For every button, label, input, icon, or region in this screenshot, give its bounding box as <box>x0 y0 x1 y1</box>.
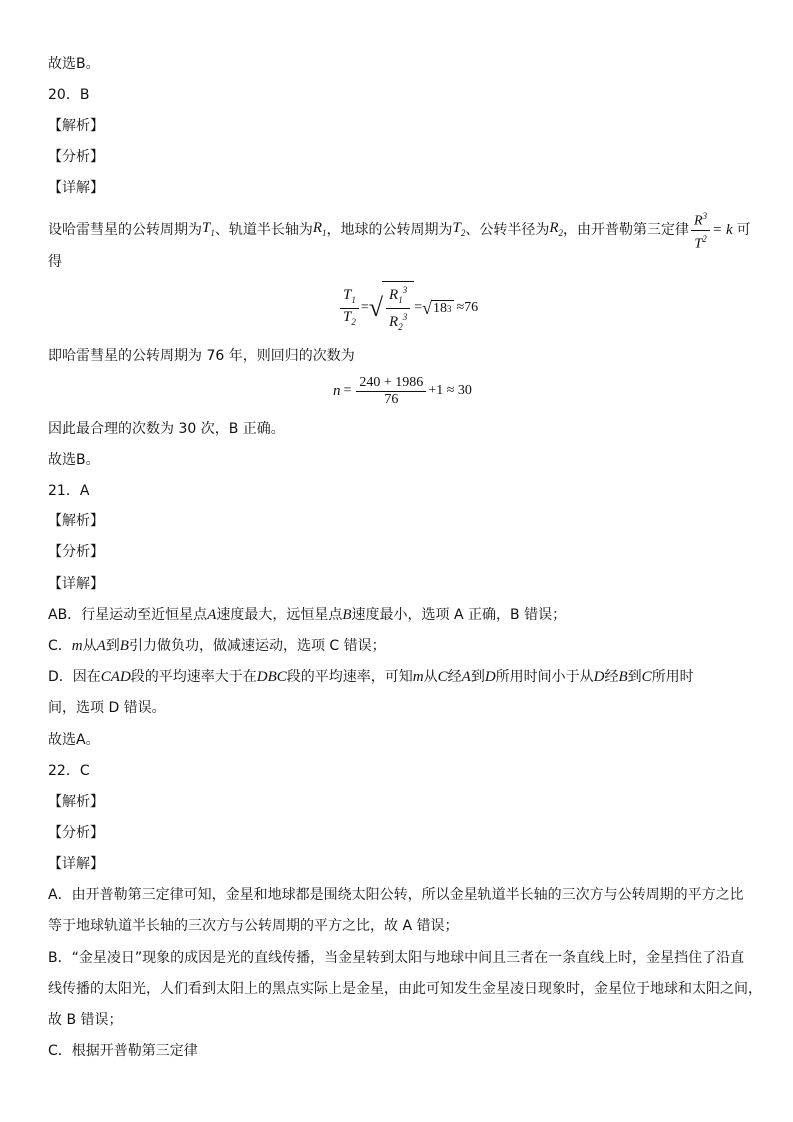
q21-xiangjie-heading: 【详解】 <box>48 576 104 592</box>
q20-setup-text-1: 设哈雷彗星的公转周期为 <box>48 222 202 239</box>
q20-conclusion: 故选B。 <box>48 452 100 468</box>
radius-ratio-radical: √ $\frac{R_1^3}{R_2^3}$ <box>369 281 414 335</box>
q21-option-ab: AB．行星运动至近恒星点A速度最大，远恒星点B速度最小，选项 A 正确，B 错误； <box>48 607 567 623</box>
q22-option-b-line-2: 线传播的太阳光，人们看到太阳上的黑点实际上是金星，由此可知发生金星凌日现象时，金星位于地球和太阳之间， <box>48 981 762 997</box>
q20-setup-text-4: 、公转半径为 <box>465 222 550 239</box>
q21-option-c: C．m从A到B引力做负功，做减速运动，选项 C 错误； <box>48 638 386 654</box>
q21-answer: 21．A <box>48 483 90 499</box>
kepler-law-fraction: $\frac{R^3}{T^2}$ <box>691 208 710 252</box>
equals-sign-2: = <box>414 300 423 315</box>
q21-option-d-continuation: 间，选项 D 错误。 <box>48 700 166 716</box>
return-count-fraction: $\frac{240 + 1986}{76}$ <box>356 375 426 408</box>
q20-jiexi-heading: 【解析】 <box>48 118 104 134</box>
return-count-formula: n = $\frac{240 + 1986}{76}$ +1 ≈ 30 <box>333 374 472 407</box>
q22-fenxi-heading: 【分析】 <box>48 825 104 841</box>
equals-sign: = <box>360 300 369 315</box>
q21-fenxi-heading: 【分析】 <box>48 544 104 560</box>
symbol-r2: $R_2$ <box>549 219 564 238</box>
q20-setup-line <box>48 208 751 252</box>
q20-setup-text-3: ，地球的公转周期为 <box>326 222 453 239</box>
kepler-law-rhs: = k <box>712 222 733 239</box>
symbol-t1: $T_1$ <box>202 219 215 238</box>
q22-option-b-line-1: B．“金星凌日”现象的成因是光的直线传播，当金星转到太阳与地球中间且三者在一条直线上时，金星挡住了沿直 <box>48 950 745 966</box>
period-ratio-formula <box>338 286 478 330</box>
q20-period-line: 即哈雷彗星的公转周期为 76 年，则回归的次数为 <box>48 348 355 364</box>
approx-result: ≈76 <box>456 300 479 315</box>
q21-jiexi-heading: 【解析】 <box>48 513 104 529</box>
q22-option-a-line-2: 等于地球轨道半长轴的三次方与公转周期的平方之比，故 A 错误； <box>48 918 459 934</box>
q20-result: 因此最合理的次数为 30 次，B 正确。 <box>48 421 285 437</box>
period-ratio-lhs: $\frac{T_1}{T_2}$ <box>340 287 359 330</box>
q22-xiangjie-heading: 【详解】 <box>48 856 104 872</box>
q21-conclusion: 故选A。 <box>48 732 100 748</box>
q21-option-d: D．因在CAD段的平均速率大于在DBC段的平均速率，可知m从C经A到D所用时间小于从D经B到C所用时 <box>48 669 694 685</box>
q20-setup-text-2: 、轨道半长轴为 <box>214 222 313 239</box>
sqrt-18-cubed: √ 18 3 <box>422 298 452 318</box>
q22-option-a-line-1: A．由开普勒第三定律可知，金星和地球都是围绕太阳公转，所以金星轨道半长轴的三次方与公转周期的平方之比 <box>48 887 744 903</box>
symbol-t2: $T_2$ <box>452 219 466 238</box>
q20-answer: 20．B <box>48 87 90 103</box>
symbol-r1: $R_1$ <box>312 219 327 238</box>
q20-setup-text-6: 可 <box>736 222 751 239</box>
q20-fenxi-heading: 【分析】 <box>48 149 104 165</box>
q20-setup-continuation: 得 <box>48 254 62 270</box>
q22-jiexi-heading: 【解析】 <box>48 794 104 810</box>
q19-conclusion: 故选B。 <box>48 56 100 72</box>
q22-option-b-line-3: 故 B 错误； <box>48 1012 123 1028</box>
q22-answer: 22．C <box>48 763 90 779</box>
q22-option-c-line-1: C．根据开普勒第三定律 <box>48 1043 198 1059</box>
q20-xiangjie-heading: 【详解】 <box>48 180 104 196</box>
q20-setup-text-5: ，由开普勒第三定律 <box>563 222 690 239</box>
